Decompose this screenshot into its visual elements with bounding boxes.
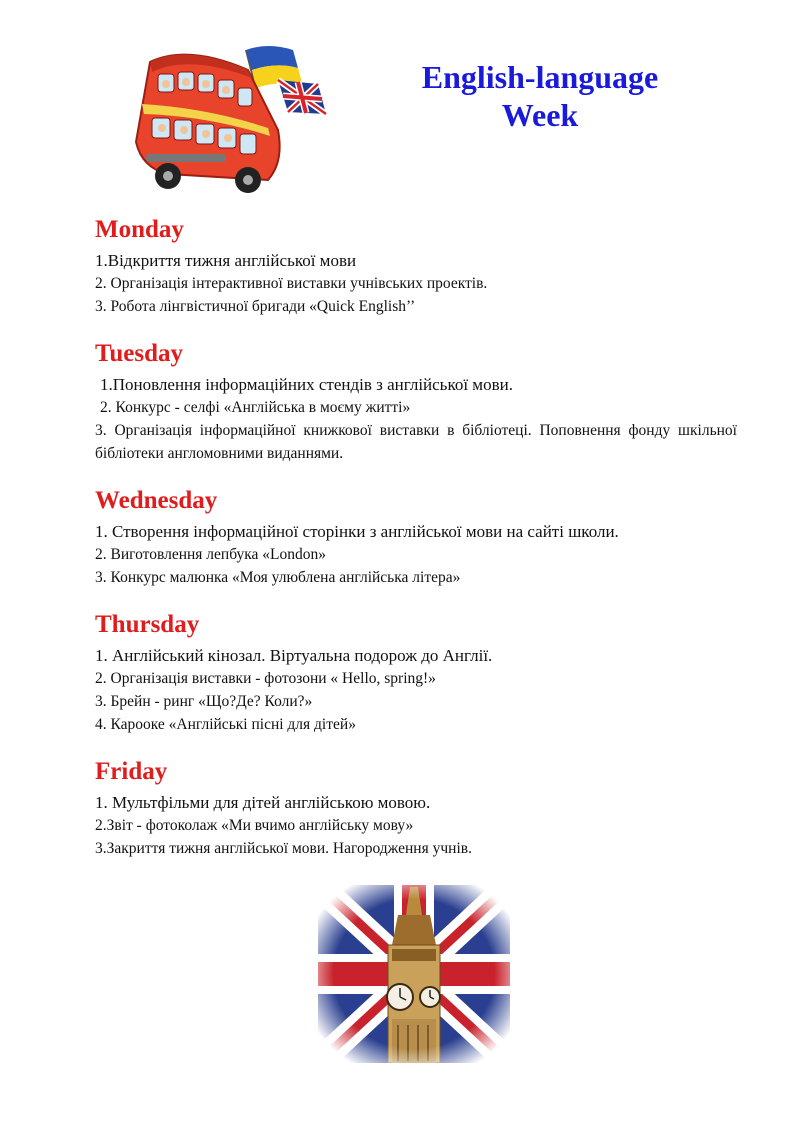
list-item: 3. Брейн - ринг «Що?Де? Коли?» (95, 693, 313, 710)
day-wednesday (95, 485, 737, 589)
list-item: 3.Закриття тижня англійської мови. Нагородження учнів. (95, 840, 472, 857)
day-monday (95, 214, 737, 318)
list-item: 3. Конкурс малюнка «Моя улюблена англійська літера» (95, 569, 461, 586)
double-decker-bus-illustration (128, 42, 333, 197)
list-item: 1. Створення інформаційної сторінки з англійської мови на сайті школи. (95, 522, 619, 541)
day-heading: Thursday (95, 611, 200, 638)
day-tuesday (95, 338, 737, 465)
list-item: 1.Відкриття тижня англійської мови (95, 251, 357, 270)
day-heading: Monday (95, 216, 184, 243)
title-line-1: English-language (421, 59, 659, 95)
big-ben-union-jack-photo (318, 885, 510, 1063)
list-item: 2. Виготовлення лепбука «London» (95, 546, 327, 563)
list-item: 2. Конкурс - селфі «Англійська в моєму житті» (100, 399, 411, 416)
day-friday (95, 756, 737, 860)
list-item: 1. Мультфільми для дітей англійською мовою. (95, 793, 431, 812)
title-line-2: Week (501, 97, 579, 133)
list-item: 3. Організація інформаційної книжкової виставки в бібліотеці. Поповнення фонду шкільної бібліотеки англомовними виданнями. (95, 422, 737, 462)
list-item: 1.Поновлення інформаційних стендів з англійської мови. (100, 375, 513, 394)
list-item: 2. Організація інтерактивної виставки учнівських проектів. (95, 275, 488, 292)
day-thursday (95, 609, 737, 736)
week-schedule (95, 214, 737, 880)
list-item: 4. Карооке «Англійські пісні для дітей» (95, 716, 356, 733)
list-item: 3. Робота лінгвістичної бригади «Quick English’’ (95, 298, 416, 315)
day-heading: Wednesday (95, 487, 218, 514)
list-item: 2. Організація виставки - фотозони « Hello, spring!» (95, 670, 436, 687)
day-heading: Friday (95, 758, 168, 785)
list-item: 2.Звіт - фотоколаж «Ми вчимо англійську мову» (95, 817, 414, 834)
day-heading: Tuesday (95, 340, 184, 367)
page-title (400, 58, 680, 134)
list-item: 1. Англійський кінозал. Віртуальна подорож до Англії. (95, 646, 493, 665)
